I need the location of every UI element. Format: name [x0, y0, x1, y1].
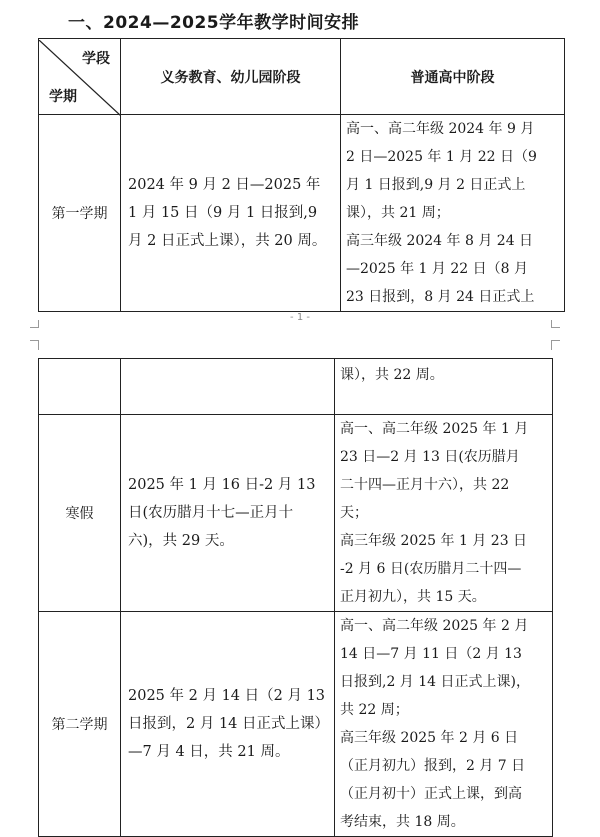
text-line: 日(农历腊月十七—正月十 — [128, 505, 294, 521]
text-line: 高一、高二年级 2025 年 1 月 — [340, 421, 529, 437]
text-line: 六)，共 29 天。 — [128, 533, 234, 549]
text-line: 二十四—正月十六），共 22 — [340, 477, 510, 493]
text-line: 2 日—2025 年 1 月 22 日（9 — [346, 149, 537, 165]
table-row — [39, 115, 565, 312]
table-row — [39, 415, 553, 612]
crop-mark — [38, 340, 39, 350]
text-line: 2025 年 1 月 16 日-2 月 13 — [128, 477, 316, 493]
text-line: （正月初十）正式上课，到高 — [340, 786, 522, 802]
text-line: 日报到，2 月 14 日正式上课） — [128, 716, 330, 732]
compulsory-cell — [121, 415, 335, 612]
schedule-table-page1 — [38, 38, 565, 312]
text-line: 课），共 21 周； — [346, 205, 450, 221]
crop-mark — [551, 340, 560, 341]
high-school-cell — [335, 415, 553, 612]
high-school-cell — [335, 612, 553, 837]
corner-cell — [39, 39, 121, 115]
text-line: 课），共 22 周。 — [340, 367, 444, 383]
empty-compulsory-cell — [121, 359, 335, 415]
text-line: 高一、高二年级 2025 年 2 月 — [340, 618, 529, 634]
table-header-row — [39, 39, 565, 115]
text-line: 23 日—2 月 13 日(农历腊月 — [340, 449, 520, 465]
high-school-cell-continued — [335, 359, 553, 415]
text-line: 高一、高二年级 2024 年 9 月 — [346, 121, 535, 137]
text-line: 高三年级 2024 年 8 月 24 日 — [346, 233, 534, 249]
high-school-cell — [341, 115, 565, 312]
text-line: 共 22 周； — [340, 702, 409, 718]
text-line: 月 2 日正式上课），共 20 周。 — [128, 233, 327, 249]
schedule-table-page2 — [38, 358, 553, 837]
text-line: 高三年级 2025 年 2 月 6 日 — [340, 730, 519, 746]
text-line: 14 日—7 月 11 日（2 月 13 — [340, 646, 522, 662]
crop-mark — [30, 327, 39, 328]
table-row-continued — [39, 359, 553, 415]
text-line: —2025 年 1 月 22 日（8 月 — [346, 261, 528, 277]
term-label: 第二学期 — [39, 612, 121, 837]
text-line: 1 月 15 日（9 月 1 日报到,9 — [128, 205, 318, 221]
table-row — [39, 612, 553, 837]
corner-bottom-label: 学期 — [49, 88, 77, 105]
text-line: 正月初九），共 15 天。 — [340, 589, 486, 605]
text-line: 高三年级 2025 年 1 月 23 日 — [340, 533, 528, 549]
corner-top-label: 学段 — [82, 50, 110, 67]
term-label: 寒假 — [39, 415, 121, 612]
empty-term-cell — [39, 359, 121, 415]
section-heading: 一、2024—2025学年教学时间安排 — [68, 13, 360, 33]
compulsory-cell — [121, 612, 335, 837]
term-label: 第一学期 — [39, 115, 121, 312]
text-line: 23 日报到，8 月 24 日正式上 — [346, 289, 535, 305]
text-line: 2024 年 9 月 2 日—2025 年 — [128, 177, 321, 193]
text-line: 月 1 日报到,9 月 2 日正式上 — [346, 177, 526, 193]
crop-mark — [30, 340, 39, 341]
text-line: （正月初九）报到，2 月 7 日 — [340, 758, 526, 774]
text-line: 考结束，共 18 周。 — [340, 814, 465, 830]
text-line: 日报到,2 月 14 日正式上课)， — [340, 674, 530, 690]
text-line: -2 月 6 日(农历腊月二十四— — [340, 561, 522, 577]
crop-mark — [551, 340, 552, 350]
header-high-school: 普通高中阶段 — [341, 39, 565, 115]
crop-mark — [551, 327, 560, 328]
text-line: 2025 年 2 月 14 日（2 月 13 — [128, 688, 326, 704]
header-compulsory: 义务教育、幼儿园阶段 — [121, 39, 341, 115]
text-line: —7 月 4 日，共 21 周。 — [128, 744, 290, 760]
page-number: - 1 - — [290, 312, 310, 323]
text-line: 天； — [340, 505, 368, 521]
compulsory-cell — [121, 115, 341, 312]
